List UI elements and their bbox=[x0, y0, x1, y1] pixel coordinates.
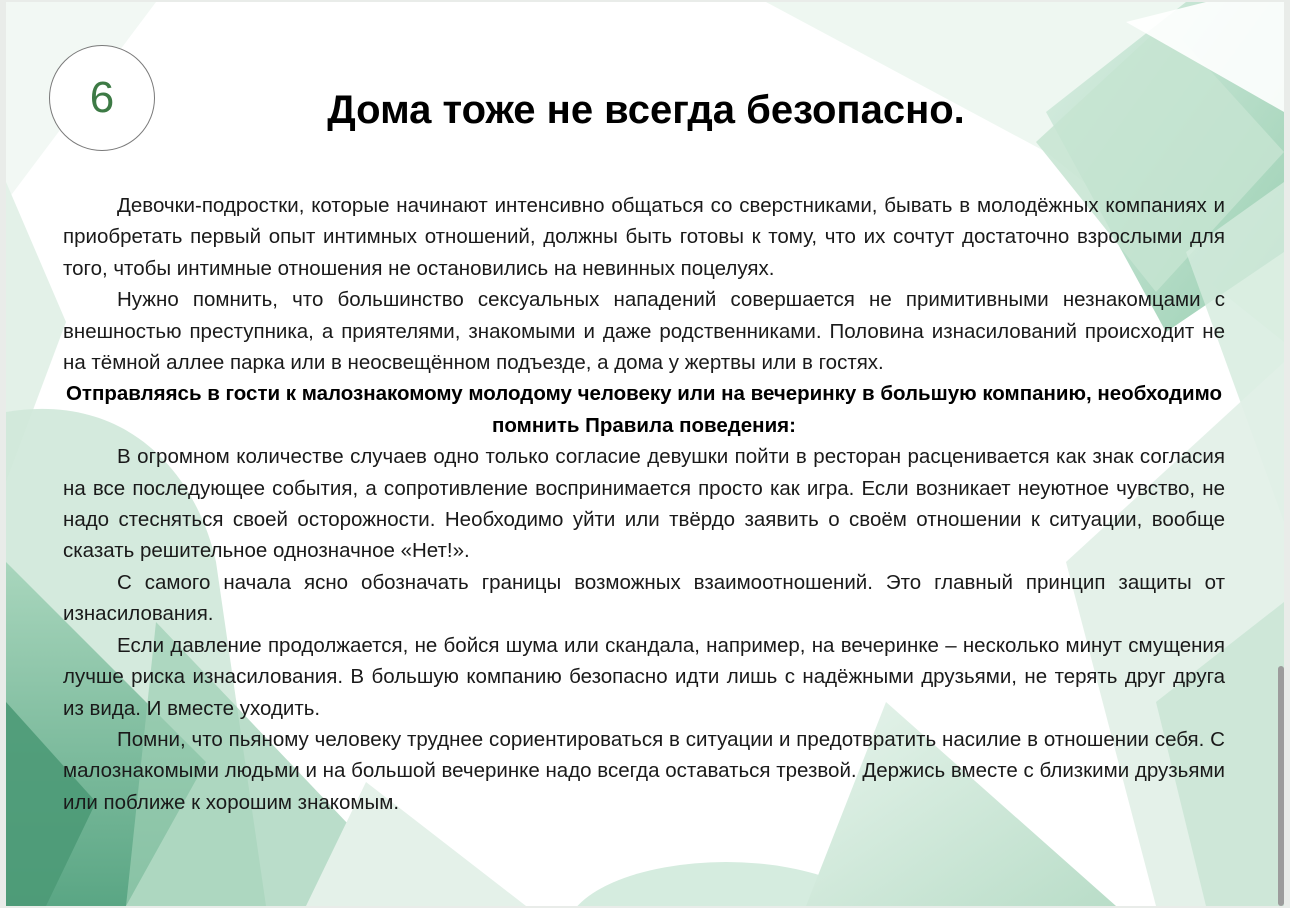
slide-body bbox=[63, 190, 1225, 818]
slide-number: 6 bbox=[89, 73, 115, 122]
scrollbar-thumb[interactable] bbox=[1278, 666, 1284, 906]
slide-title: Дома тоже не всегда безопасно. bbox=[327, 88, 965, 132]
paragraph-1: Девочки-подростки, которые начинают интенсивно общаться со сверстниками, бывать в молодёжных компаниях и приобретать первый опыт интимных отношений, должны быть готовы к тому, что их сочтут достаточно взрослыми для того, чтобы интимные отношения не остановились на невинных поцелуях. bbox=[63, 194, 1225, 280]
rules-heading: Отправляясь в гости к малознакомому молодому человеку или на вечеринку в большую компанию, необходимо помнить Правила поведения: bbox=[65, 382, 1223, 437]
paragraph-5: Если давление продолжается, не бойся шума или скандала, например, на вечеринке – несколько минут смущения лучше риска изнасилования. В большую компанию безопасно идти лишь с надёжными друзьями, не терять друг друга из вида. И вместе уходить. bbox=[63, 633, 1225, 720]
slide bbox=[6, 2, 1284, 906]
paragraph-4: С самого начала ясно обозначать границы возможных взаимоотношений. Это главный принцип защиты от изнасилования. bbox=[63, 570, 1225, 626]
paragraph-2: Нужно помнить, что большинство сексуальных нападений совершается не примитивными незнакомцами с внешностью преступника, а приятелями, знакомыми и даже родственниками. Половина изнасилований происходит не на тёмной аллее парка или в неосвещённом подъезде, а дома у жертвы или в гостях. bbox=[63, 288, 1225, 375]
paragraph-3: В огромном количестве случаев одно только согласие девушки пойти в ресторан расценивается как знак согласия на все последующее события, а сопротивление воспринимается просто как игра. Если возникает неуютное чувство, не надо стесняться своей осторожности. Необходимо уйти или твёрдо заявить о своём отношении к ситуации, вообще сказать решительное однозначное «Нет!». bbox=[63, 445, 1225, 563]
paragraph-6: Помни, что пьяному человеку труднее сориентироваться в ситуации и предотвратить насилие в отношении себя. С малознакомыми людьми и на большой вечеринке надо всегда оставаться трезвой. Держись вместе с близкими друзьями или поближе к хорошим знакомым. bbox=[63, 727, 1225, 814]
